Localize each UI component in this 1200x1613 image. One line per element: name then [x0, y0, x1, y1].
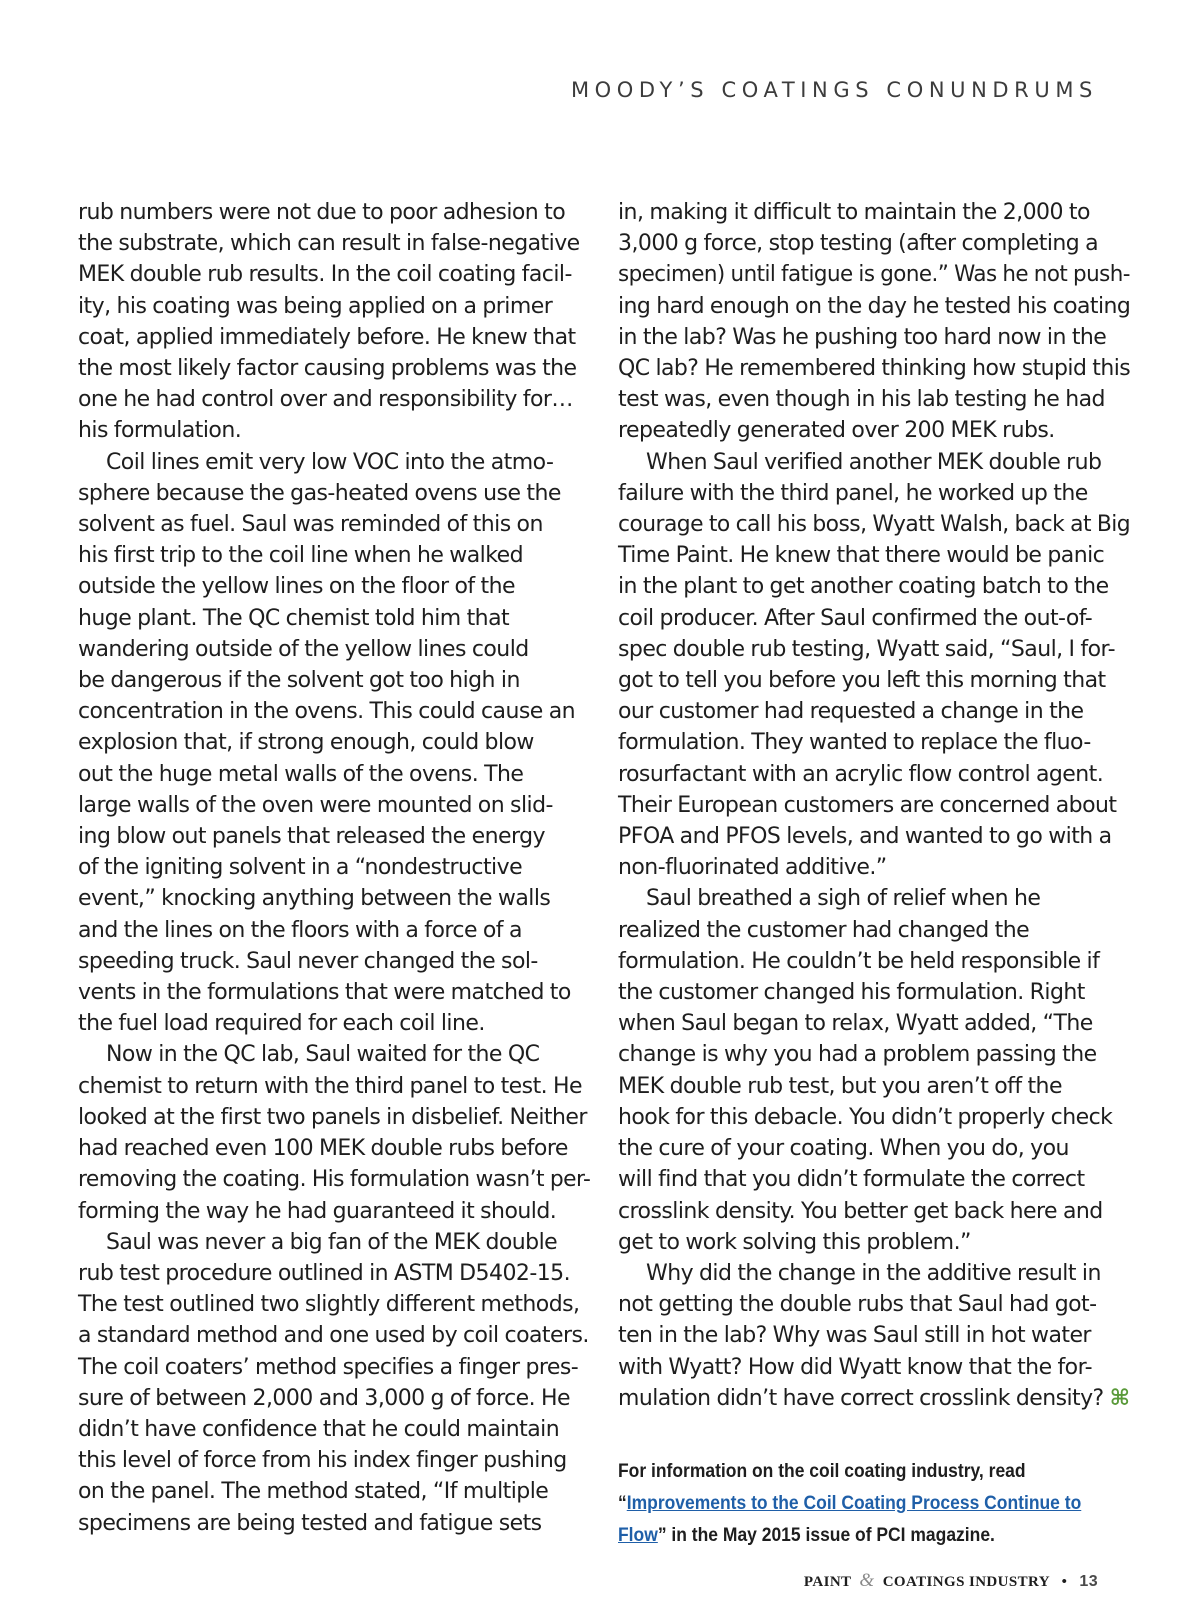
text-line: sphere because the gas-heated ovens use the	[78, 480, 561, 506]
text-line: rub test procedure outlined in ASTM D5402-15.	[78, 1260, 571, 1286]
text-line: Time Paint. He knew that there would be panic	[618, 543, 1105, 569]
text-line: QC lab? He remembered thinking how stupid this	[618, 356, 1131, 382]
text-line: courage to call his boss, Wyatt Walsh, back at Big	[618, 512, 1131, 538]
text-line: on the panel. The method stated, “If multiple	[78, 1479, 549, 1505]
text-line: huge plant. The QC chemist told him that	[78, 605, 510, 631]
ampersand: &	[859, 1570, 875, 1591]
text-line: our customer had requested a change in the	[618, 699, 1084, 725]
footer-bullet: •	[1061, 1574, 1068, 1590]
text-line: ing blow out panels that released the energy	[78, 824, 545, 850]
text-line: outside the yellow lines on the floor of the	[78, 574, 515, 600]
text-line: rub numbers were not due to poor adhesion to	[78, 200, 566, 225]
text-line: large walls of the oven were mounted on slid-	[78, 792, 553, 818]
text-line: out the huge metal walls of the ovens. The	[78, 761, 524, 787]
page-number: 13	[1079, 1573, 1098, 1590]
text-line: get to work solving this problem.”	[618, 1229, 971, 1255]
text-line: removing the coating. His formulation wasn’t per-	[78, 1167, 591, 1193]
text-line: ity, his coating was being applied on a primer	[78, 293, 553, 319]
text-line: ing hard enough on the day he tested his coating	[618, 293, 1131, 319]
text-line: Their European customers are concerned about	[618, 792, 1117, 818]
text-line: formulation. They wanted to replace the fluo-	[618, 730, 1091, 756]
text-line: realized the customer had changed the	[618, 917, 1030, 943]
text-line: The coil coaters’ method specifies a finger pres-	[78, 1354, 579, 1380]
text-line: change is why you had a problem passing the	[618, 1042, 1097, 1068]
text-line: wandering outside of the yellow lines could	[78, 636, 529, 662]
text-line: Why did the change in the additive result in	[646, 1260, 1101, 1286]
article-link-part-1[interactable]: Improvements to the Coil Coating Process Continue to	[626, 1493, 1082, 1514]
text-line: one he had control over and responsibility for…	[78, 387, 573, 413]
text-line: solvent as fuel. Saul was reminded of this on	[78, 512, 543, 538]
text-line: had reached even 100 MEK double rubs before	[78, 1136, 568, 1162]
text-line: his first trip to the coil line when he walked	[78, 543, 524, 569]
magazine-name-part-2: COATINGS INDUSTRY	[882, 1574, 1050, 1590]
text-line: coil producer. After Saul confirmed the out-of-	[618, 605, 1093, 631]
text-line: PFOA and PFOS levels, and wanted to go with a	[618, 824, 1112, 850]
text-line: in the plant to get another coating batch to the	[618, 574, 1109, 600]
text-line: MEK double rub test, but you aren’t off the	[618, 1073, 1062, 1099]
text-line: not getting the double rubs that Saul had got-	[618, 1292, 1097, 1318]
text-line: forming the way he had guaranteed it should.	[78, 1198, 557, 1224]
text-line: explosion that, if strong enough, could blow	[78, 730, 534, 756]
text-line: the cure of your coating. When you do, you	[618, 1136, 1069, 1162]
end-of-story-icon: ⌘	[1109, 1385, 1130, 1411]
text-line: speeding truck. Saul never changed the sol-	[78, 948, 538, 974]
note-line-1: For information on the coil coating industry, read	[618, 1461, 1026, 1482]
text-line: rosurfactant with an acrylic flow control agent.	[618, 761, 1104, 787]
text-line: in the lab? Was he pushing too hard now in the	[618, 324, 1107, 350]
note-line-3	[618, 1520, 1087, 1552]
text-line: spec double rub testing, Wyatt said, “Saul, I for-	[618, 636, 1115, 662]
page-footer	[804, 1570, 1098, 1592]
text-line: test was, even though in his lab testing he had	[618, 387, 1105, 413]
text-line: this level of force from his index finger pushing	[78, 1448, 567, 1474]
text-line: the fuel load required for each coil line.	[78, 1011, 485, 1037]
magazine-name-part-1: PAINT	[803, 1574, 852, 1590]
text-line: vents in the formulations that were matched to	[78, 980, 571, 1006]
text-line: be dangerous if the solvent got too high in	[78, 668, 520, 694]
text-line: repeatedly generated over 200 MEK rubs.	[618, 418, 1055, 444]
text-line: crosslink density. You better get back here and	[618, 1198, 1103, 1224]
text-line: of the igniting solvent in a “nondestructive	[78, 855, 523, 881]
text-line: the customer changed his formulation. Right	[618, 980, 1085, 1006]
text-line: sure of between 2,000 and 3,000 g of force. He	[78, 1385, 570, 1411]
text-line: Coil lines emit very low VOC into the atmo-	[106, 449, 554, 475]
open-quote: “	[618, 1493, 627, 1514]
note-rest: ” in the May 2015 issue of PCI magazine.	[657, 1525, 995, 1546]
text-line: the substrate, which can result in false-negative	[78, 231, 580, 257]
text-line: will find that you didn’t formulate the correct	[618, 1167, 1085, 1193]
text-line: Saul was never a big fan of the MEK double	[106, 1229, 558, 1255]
last-line-wrap	[618, 1383, 1130, 1414]
right-column	[618, 197, 1131, 1414]
text-line: non-fluorinated additive.”	[618, 855, 887, 881]
text-line: failure with the third panel, he worked up the	[618, 480, 1088, 506]
text-line: chemist to return with the third panel to test. He	[78, 1073, 583, 1099]
text-line: event,” knocking anything between the walls	[78, 886, 551, 912]
text-line: got to tell you before you left this morning that	[618, 668, 1106, 694]
article-link-part-2[interactable]: Flow	[618, 1525, 658, 1546]
text-line: Now in the QC lab, Saul waited for the QC	[106, 1042, 540, 1068]
text-line: formulation. He couldn’t be held responsible if	[618, 948, 1100, 974]
text-line: coat, applied immediately before. He knew that	[78, 324, 576, 350]
text-line: when Saul began to relax, Wyatt added, “The	[618, 1011, 1093, 1037]
text-line: The test outlined two slightly different methods,	[78, 1292, 580, 1318]
text-line: MEK double rub results. In the coil coating facil-	[78, 262, 572, 288]
text-line: the most likely factor causing problems was the	[78, 356, 577, 382]
text-line: ten in the lab? Why was Saul still in hot water	[618, 1323, 1091, 1349]
text-line: specimen) until fatigue is gone.” Was he not push-	[618, 262, 1130, 288]
text-line: When Saul verified another MEK double rub	[646, 449, 1102, 475]
text-line: mulation didn’t have correct crosslink density?	[618, 1385, 1104, 1411]
text-line: looked at the first two panels in disbelief. Neither	[78, 1104, 587, 1130]
text-line: specimens are being tested and fatigue sets	[78, 1510, 542, 1536]
further-reading-note	[618, 1456, 1087, 1552]
text-line: a standard method and one used by coil coaters.	[78, 1323, 589, 1349]
text-line: in, making it difficult to maintain the 2,000 to	[618, 200, 1090, 225]
text-line: and the lines on the floors with a force of a	[78, 917, 522, 943]
note-line-2	[618, 1488, 1087, 1520]
text-line: hook for this debacle. You didn’t properly check	[618, 1104, 1113, 1130]
text-line: concentration in the ovens. This could cause an	[78, 699, 576, 725]
text-line: 3,000 g force, stop testing (after completing a	[618, 231, 1099, 257]
text-line: with Wyatt? How did Wyatt know that the for-	[618, 1354, 1093, 1380]
running-head: MOODY’S COATINGS CONUNDRUMS	[570, 78, 1098, 102]
text-line: Saul breathed a sigh of relief when he	[646, 886, 1041, 912]
text-line: didn’t have confidence that he could maintain	[78, 1416, 560, 1442]
left-column	[78, 197, 591, 1539]
text-line: his formulation.	[78, 418, 242, 444]
